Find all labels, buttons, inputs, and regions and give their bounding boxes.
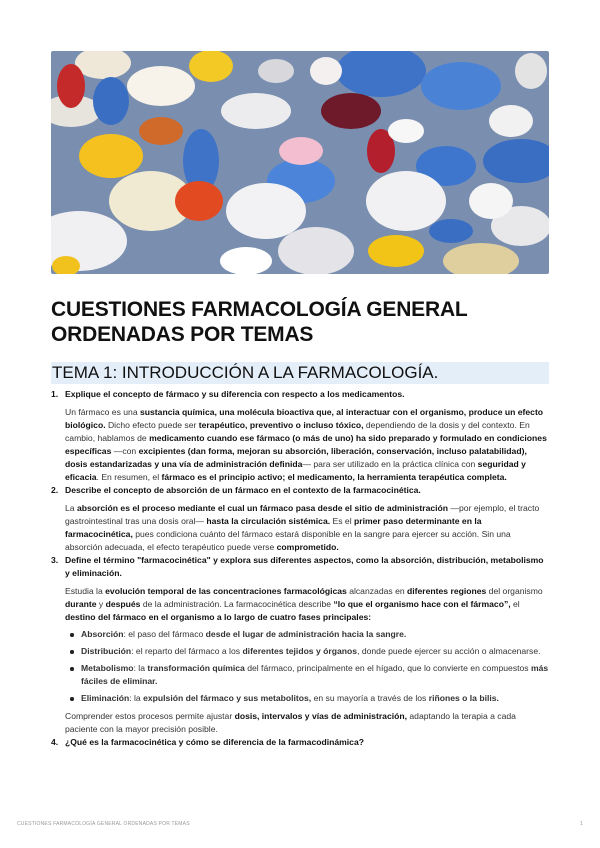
bold-text-run: más fáciles de eliminar. xyxy=(81,663,549,686)
bold-text-run: dosis, intervalos y vías de administración, xyxy=(234,711,407,721)
text-run: —con xyxy=(111,446,139,456)
bold-text-run: expulsión del fármaco y sus metabolitos, xyxy=(143,693,312,703)
question-text: Describe el concepto de absorción de un fármaco en el contexto de la farmacocinética. xyxy=(65,485,421,495)
bold-text-run: riñones o la bilis. xyxy=(428,693,499,703)
answer-bullet-list xyxy=(65,628,549,705)
text-run: y xyxy=(96,599,106,609)
page-footer xyxy=(17,821,583,827)
question-number: 1. xyxy=(51,389,59,399)
text-run: Dicho efecto puede ser xyxy=(105,420,199,430)
text-run: del fármaco, principalmente en el hígado, que lo convierte en compuestos xyxy=(244,663,531,673)
bold-text-run: Metabolismo xyxy=(81,663,134,673)
bold-text-run: sustancia química, una molécula bioactiva que, al interactuar con el organismo, produce un efecto biológico. xyxy=(65,407,544,430)
text-run: de la administración. La farmacocinética describe xyxy=(140,599,334,609)
text-run: La xyxy=(65,503,77,513)
text-run: —por ejemplo, el tracto gastrointestinal tras una dosis oral— xyxy=(65,503,540,526)
text-run: dependiendo de la dosis y del contexto. En cambio, hablamos de xyxy=(65,420,530,443)
question-heading xyxy=(51,484,549,497)
list-item xyxy=(65,645,549,658)
question-text: Define el término "farmacocinética" y explora sus diferentes aspectos, como la absorción, distribución, metabolismo y eliminación. xyxy=(65,555,544,578)
bold-text-run: comprometido. xyxy=(276,542,339,552)
question-text: ¿Qué es la farmacocinética y cómo se diferencia de la farmacodinámica? xyxy=(65,737,364,747)
answer-paragraph xyxy=(65,585,549,624)
bold-text-run: transformación química xyxy=(147,663,245,673)
bold-text-run: después xyxy=(105,599,141,609)
text-run: pues condiciona cuánto del fármaco estará disponible en la sangre para ejercer su acción. Sin una absorción adecuada, el efecto terapéutico puede verse xyxy=(65,529,511,552)
text-run: alcanzadas en xyxy=(346,586,408,596)
question-block xyxy=(51,484,549,554)
text-run: , donde puede ejercer su acción o almacenarse. xyxy=(357,646,541,656)
text-run: del organismo xyxy=(486,586,543,596)
bold-text-run: diferentes regiones xyxy=(407,586,487,596)
bold-text-run: hasta la circulación sistémica. xyxy=(206,516,331,526)
text-run: . En resumen, el xyxy=(96,472,162,482)
question-number: 4. xyxy=(51,737,59,747)
answer-paragraph xyxy=(65,710,549,736)
question-block xyxy=(51,736,549,749)
bold-text-run: Distribución xyxy=(81,646,132,656)
text-run: Un fármaco es una xyxy=(65,407,140,417)
hero-pills-image xyxy=(51,51,549,274)
section-heading-bar xyxy=(51,362,549,384)
bold-text-run: destino del fármaco en el organismo a lo largo de cuatro fases principales: xyxy=(65,612,372,622)
text-run: adaptando la terapia a cada paciente con la mayor precisión posible. xyxy=(65,711,516,734)
text-run: : el reparto del fármaco a los xyxy=(131,646,243,656)
question-number: 2. xyxy=(51,485,59,495)
list-item xyxy=(65,628,549,641)
text-run: Estudia la xyxy=(65,586,106,596)
question-heading xyxy=(51,388,549,401)
page-number: 1 xyxy=(580,821,583,827)
bold-text-run: primer paso determinante en la farmacocinética, xyxy=(65,516,482,539)
bold-text-run: medicamento cuando ese fármaco (o más de uno) ha sido preparado y formulado en condiciones específicas xyxy=(65,433,547,456)
answer-paragraph xyxy=(65,502,549,554)
bold-text-run: Absorción xyxy=(81,629,124,639)
bold-text-run: diferentes tejidos y órganos xyxy=(242,646,358,656)
bold-text-run: desde el lugar de administración hacia la sangre. xyxy=(205,629,407,639)
text-run: Es el xyxy=(330,516,354,526)
bold-text-run: absorción es el proceso mediante el cual un fármaco pasa desde el sitio de administración xyxy=(76,503,449,513)
text-run: — para ser utilizado en la práctica clínica con xyxy=(302,459,478,469)
bold-text-run: Eliminación xyxy=(81,693,130,703)
text-run: Comprender estos procesos permite ajustar xyxy=(65,711,235,721)
answer-paragraph xyxy=(65,406,549,484)
bold-text-run: excipientes (dan forma, mejoran su absorción, liberación, conservación, incluso palatabilidad), dosis estandarizadas y una vía de administración definida xyxy=(65,446,527,469)
question-number: 3. xyxy=(51,555,59,565)
list-item xyxy=(65,692,549,705)
page-title: CUESTIONES FARMACOLOGÍA GENERAL ORDENADAS POR TEMAS xyxy=(51,298,468,346)
text-run: : la xyxy=(129,693,144,703)
list-item xyxy=(65,662,549,688)
bold-text-run: fármaco es el principio activo; el medicamento, la herramienta terapéutica completa. xyxy=(161,472,507,482)
text-run: en su mayoría a través de los xyxy=(311,693,429,703)
question-text: Explique el concepto de fármaco y su diferencia con respecto a los medicamentos. xyxy=(65,389,405,399)
footer-title: CUESTIONES FARMACOLOGÍA GENERAL ORDENADAS POR TEMAS xyxy=(17,821,190,827)
text-run: : la xyxy=(133,663,148,673)
question-block xyxy=(51,554,549,736)
text-run: : el paso del fármaco xyxy=(123,629,206,639)
question-heading xyxy=(51,554,549,580)
bold-text-run: durante xyxy=(65,599,97,609)
bold-text-run: terapéutico, preventivo o incluso tóxico, xyxy=(198,420,364,430)
bold-text-run: “lo que el organismo hace con el fármaco”, xyxy=(333,599,511,609)
bold-text-run: evolución temporal de las concentraciones farmacológicas xyxy=(105,586,347,596)
question-heading xyxy=(51,736,549,749)
questions-list xyxy=(51,388,549,749)
section-heading: TEMA 1: INTRODUCCIÓN A LA FARMACOLOGÍA. xyxy=(52,363,439,382)
question-block xyxy=(51,388,549,484)
bold-text-run: seguridad y eficacia xyxy=(65,459,526,482)
text-run: el xyxy=(510,599,520,609)
